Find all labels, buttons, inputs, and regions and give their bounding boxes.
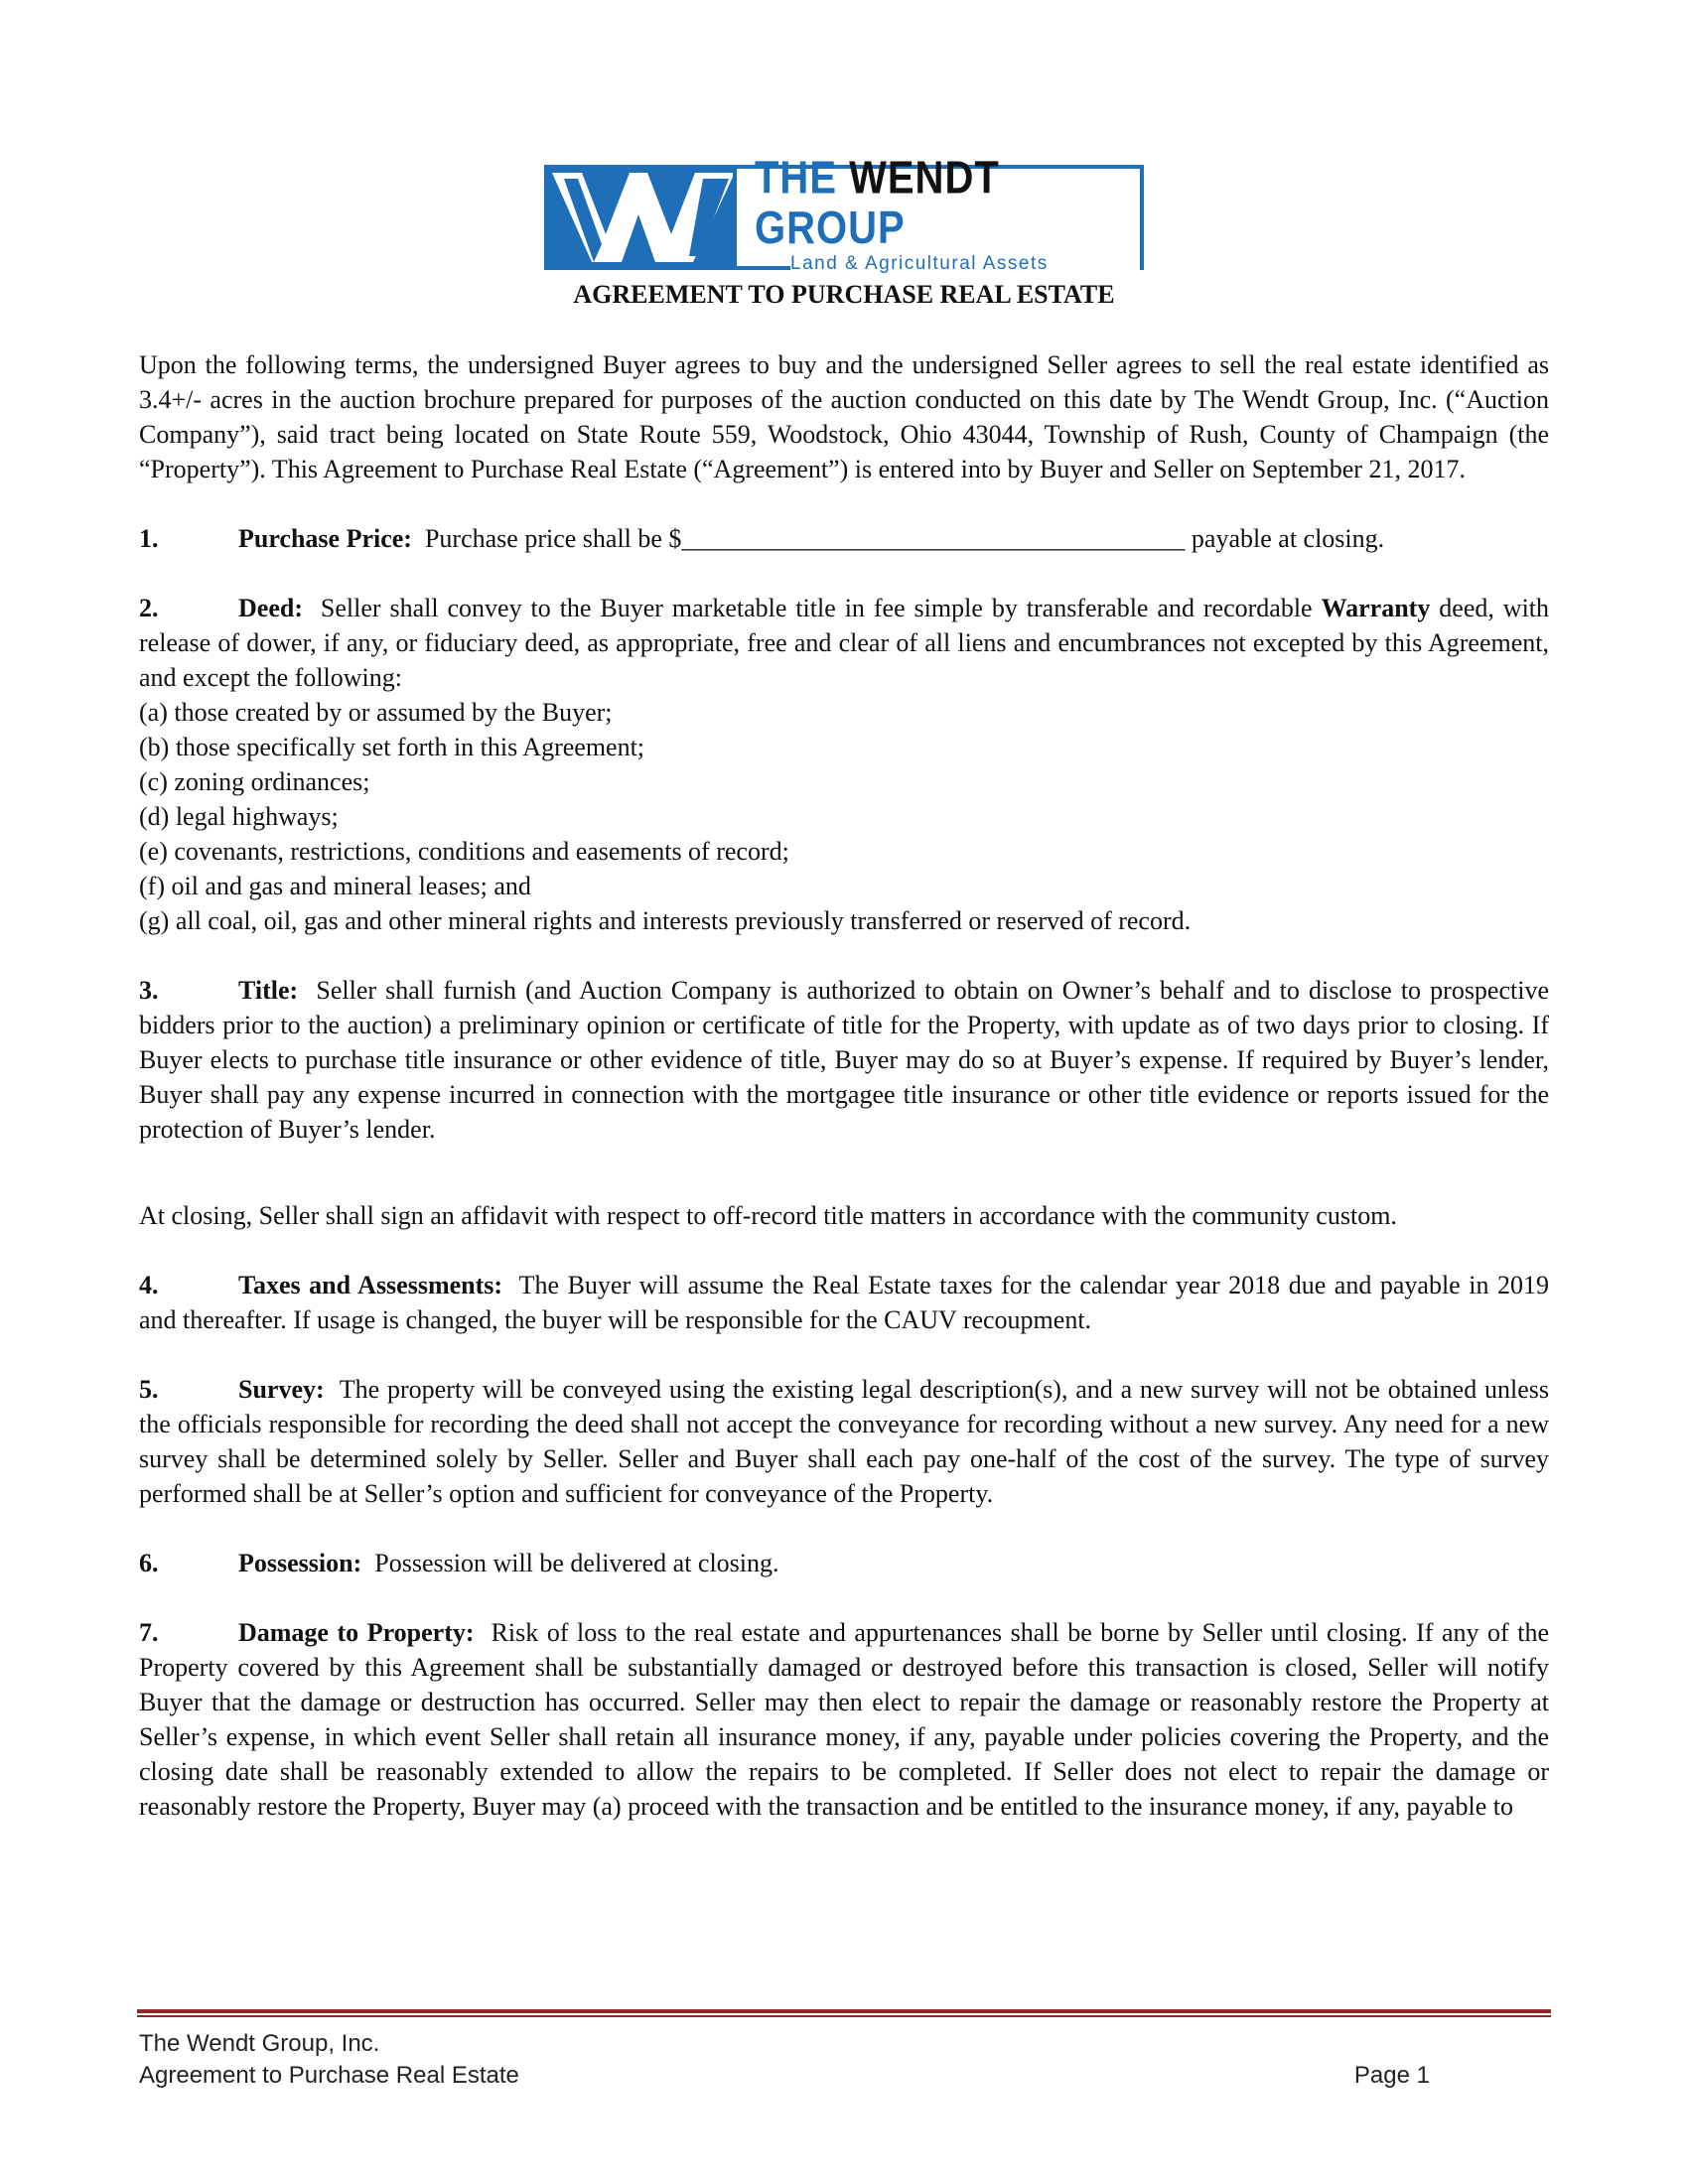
wendt-w-mark-icon: [544, 165, 743, 270]
section-text: Possession will be delivered at closing.: [374, 1549, 779, 1577]
section-title: [139, 973, 1549, 1147]
footer-page-number: Page 1: [1353, 2062, 1430, 2089]
logo-tagline: Land & Agricultural Assets: [790, 253, 1140, 275]
intro-paragraph: Upon the following terms, the undersigned Buyer agrees to buy and the undersigned Seller agrees to sell the real estate identified as 3.4+/- acres in the auction brochure prepared for purposes of the auction conducted on this date by The Wendt Group, Inc. (“Auction Company”), said tract being located on State Route 559, Woodstock, Ohio 43044, Township of Rush, County of Champaign (the “Property”). This Agreement to Purchase Real Estate (“Agreement”) is entered into by Buyer and Seller on September 21, 2017.: [139, 350, 1549, 483]
section-purchase-price: [139, 521, 1549, 556]
section-number: 7.: [139, 1618, 159, 1647]
section-text: Seller shall convey to the Buyer marketable title in fee simple by transferable and recordable: [320, 594, 1313, 622]
page-footer: [139, 2028, 1430, 2092]
section-taxes: [139, 1268, 1549, 1337]
section-number: 3.: [139, 976, 159, 1005]
section-heading: Taxes and Assessments:: [238, 1271, 503, 1299]
deed-exception-f: (f) oil and gas and mineral leases; and: [139, 872, 531, 900]
company-logo: [544, 153, 1144, 274]
section-number: 5.: [139, 1375, 159, 1404]
section-heading: Possession:: [238, 1549, 362, 1577]
section-text-continued: deed, with release of dower, if any, or fiduciary deed, as appropriate, free and clear of all liens and encumbrances not excepted by this Agreement, and except the following:: [139, 594, 1550, 692]
section-text: The property will be conveyed using the existing legal description(s), and a new survey will not be obtained unless the officials responsible for recording the deed shall not accept the conveyance for recording without a new survey. Any need for a new survey shall be determined solely by Seller. Seller and Buyer shall each pay one-half of the cost of the survey. The type of survey performed shall be at Seller’s option and sufficient for conveyance of the Property.: [139, 1375, 1550, 1508]
section-text: Purchase price shall be $_______________________________________ payable at closing.: [424, 524, 1385, 553]
deed-exception-g: (g) all coal, oil, gas and other mineral rights and interests previously transferred or reserved of record.: [139, 906, 1192, 935]
section-heading: Title:: [238, 976, 299, 1005]
section-heading: Purchase Price:: [238, 524, 412, 553]
deed-exception-e: (e) covenants, restrictions, conditions and easements of record;: [139, 837, 789, 866]
section-number: 4.: [139, 1271, 159, 1299]
section-heading: Damage to Property:: [238, 1618, 475, 1647]
section-damage: [139, 1615, 1549, 1824]
section-heading: Deed:: [238, 594, 303, 622]
section-deed: [139, 591, 1549, 695]
section-number: 6.: [139, 1549, 159, 1577]
section-possession: [139, 1546, 1549, 1580]
deed-exception-a: (a) those created by or assumed by the Buyer;: [139, 698, 613, 727]
section-survey: [139, 1372, 1549, 1511]
deed-exception-b: (b) those specifically set forth in this Agreement;: [139, 733, 645, 761]
logo-company-name: THE WENDT GROUP: [755, 153, 1000, 254]
logo-wordmark: [733, 153, 1144, 274]
title-affidavit-paragraph: At closing, Seller shall sign an affidavit with respect to off-record title matters in accordance with the community custom.: [139, 1201, 1397, 1230]
agreement-body: [139, 347, 1549, 1824]
section-text: Risk of loss to the real estate and appurtenances shall be borne by Seller until closing. If any of the Property covered by this Agreement shall be substantially damaged or destroyed before this transaction is closed, Seller will notify Buyer that the damage or destruction has occurred. Seller may then elect to repair the damage or reasonably restore the Property at Seller’s expense, in which event Seller shall retain all insurance money, if any, payable under policies covering the Property, and the closing date shall be reasonably extended to allow the repairs to be completed. If Seller does not elect to repair the damage or reasonably restore the Property, Buyer may (a) proceed with the transaction and be entitled to the insurance money, if any, payable to: [139, 1618, 1549, 1821]
section-text: The Buyer will assume the Real Estate taxes for the calendar year 2018 due and payable in 2019 and thereafter. If usage is changed, the buyer will be responsible for the CAUV recoupment.: [139, 1271, 1549, 1334]
warranty-term: Warranty: [1321, 594, 1431, 622]
section-heading: Survey:: [238, 1375, 325, 1404]
section-number: 2.: [139, 594, 159, 622]
section-text: Seller shall furnish (and Auction Company is authorized to obtain on Owner’s behalf and to disclose to prospective bidders prior to the auction) a preliminary opinion or certificate of title for the Property, with update as of two days prior to closing. If Buyer elects to purchase title insurance or other evidence of title, Buyer may do so at Buyer’s expense. If required by Buyer’s lender, Buyer shall pay any expense incurred in connection with the mortgagee title insurance or other title evidence or reports issued for the protection of Buyer’s lender.: [139, 976, 1550, 1144]
footer-company: The Wendt Group, Inc.: [139, 2030, 380, 2057]
document-title: AGREEMENT TO PURCHASE REAL ESTATE: [573, 280, 1115, 309]
footer-document-name: Agreement to Purchase Real Estate: [139, 2062, 519, 2089]
deed-exception-c: (c) zoning ordinances;: [139, 767, 370, 796]
deed-exception-d: (d) legal highways;: [139, 802, 339, 831]
footer-divider: [137, 2009, 1551, 2019]
section-number: 1.: [139, 524, 159, 553]
